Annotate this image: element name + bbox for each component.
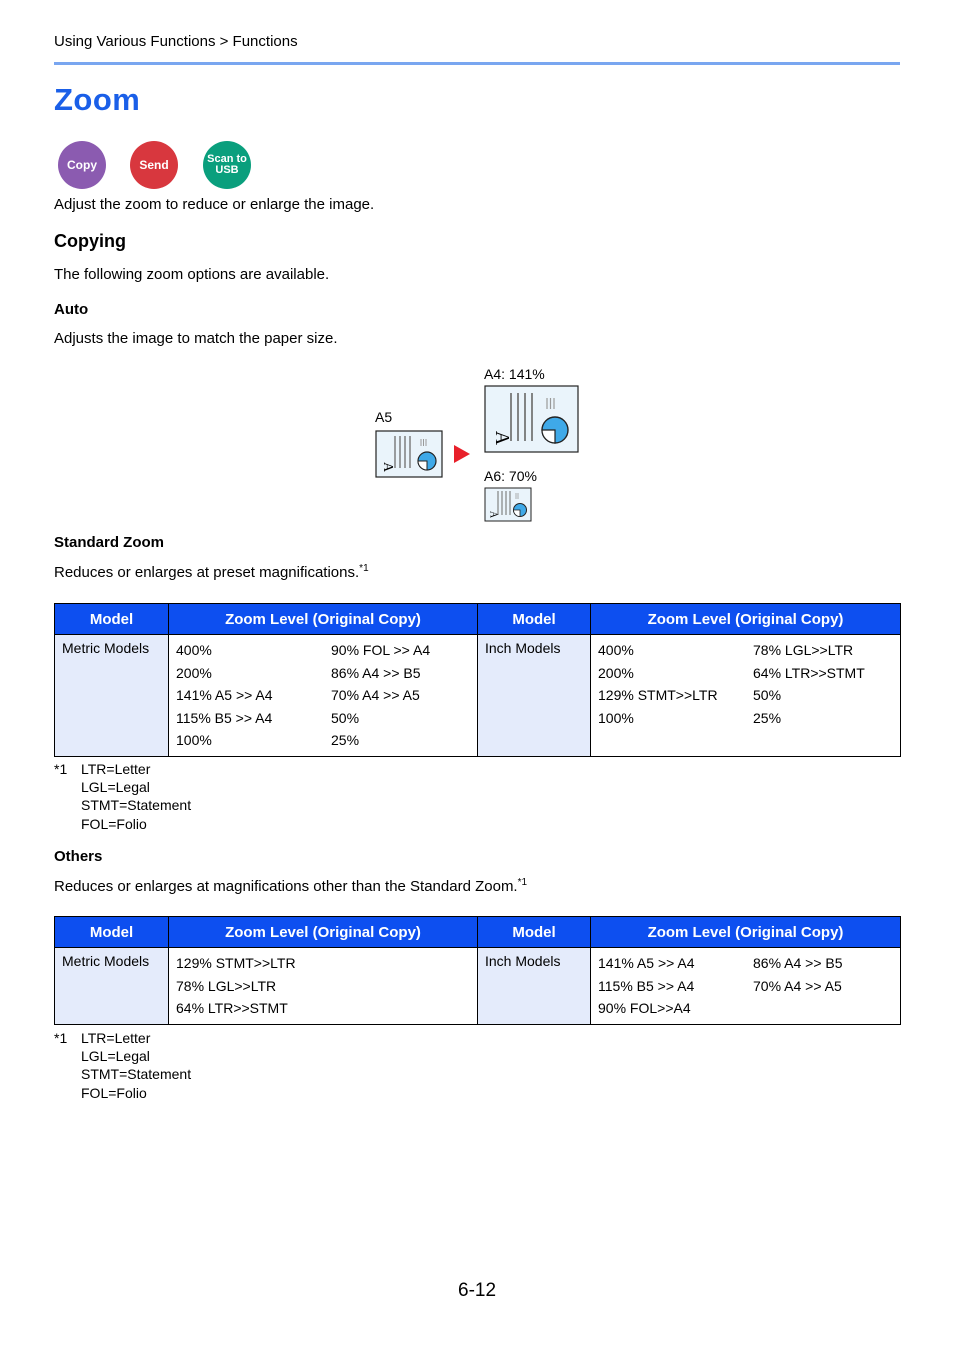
copy-function-icon (58, 141, 106, 189)
scan-to-usb-function-icon (203, 141, 251, 189)
metric-zoom-levels (169, 635, 478, 757)
standard-zoom-table (54, 603, 901, 757)
others-text (54, 877, 527, 895)
header-model: Model (478, 917, 591, 948)
header-model: Model (478, 604, 591, 635)
source-paper-letter: A (380, 461, 395, 473)
footnote-line: STMT=Statement (81, 1066, 192, 1083)
zoom-option: 25% (753, 709, 782, 726)
scan-badge-label-line1: Scan to (207, 153, 247, 165)
large-paper-letter: A (491, 430, 513, 446)
copying-text: The following zoom options are available. (54, 266, 330, 283)
scan-badge-label-line2: USB (215, 164, 239, 176)
standard-zoom-heading: Standard Zoom (54, 534, 165, 551)
footnote-line: LGL=Legal (81, 779, 150, 796)
zoom-option: 141% A5 >> A4 (176, 687, 273, 704)
send-badge-label: Send (139, 157, 169, 172)
footnote-line: LTR=Letter (81, 1030, 151, 1046)
footnote-mark: *1 (54, 1030, 68, 1046)
footnote (54, 1029, 191, 1102)
zoom-option: 129% STMT>>LTR (176, 955, 296, 971)
auto-heading: Auto (54, 301, 89, 318)
inch-zoom-levels (591, 948, 901, 1025)
others-heading: Others (54, 848, 103, 865)
zoom-option: 50% (753, 687, 782, 704)
standard-zoom-text (54, 563, 369, 581)
footnote-ref[interactable]: *1 (359, 563, 369, 574)
standard-zoom-text-body: Reduces or enlarges at preset magnifications. (54, 564, 360, 581)
page-title: Zoom (54, 82, 141, 117)
small-paper-icon (484, 487, 532, 522)
header-zoom-level: Zoom Level (Original Copy) (591, 604, 901, 635)
table-header-row (55, 604, 901, 635)
copying-heading: Copying (54, 231, 126, 251)
footnote-line: FOL=Folio (81, 1084, 147, 1101)
zoom-option: 400% (176, 642, 212, 658)
arrow-right-icon (452, 444, 472, 464)
page-number: 6-12 (458, 1280, 497, 1301)
small-paper-label: A6: 70% (484, 468, 537, 484)
zoom-option: 78% LGL>>LTR (753, 642, 854, 658)
source-paper-icon (375, 430, 443, 478)
footnote-line: STMT=Statement (81, 797, 192, 814)
header-zoom-level: Zoom Level (Original Copy) (169, 917, 478, 948)
zoom-option: 400% (598, 642, 634, 658)
zoom-option: 25% (331, 732, 360, 749)
footnote (54, 760, 191, 833)
zoom-option: 200% (176, 664, 212, 681)
zoom-option: 200% (598, 664, 634, 681)
table-row (55, 948, 901, 1025)
footnote-mark: *1 (54, 761, 68, 777)
header-zoom-level: Zoom Level (Original Copy) (591, 917, 901, 948)
footnote-ref[interactable]: *1 (517, 877, 528, 888)
others-text-body: Reduces or enlarges at magnifications other than the Standard Zoom. (54, 878, 518, 895)
metric-models-cell: Metric Models (55, 635, 169, 757)
footnote-line: LGL=Legal (81, 1048, 150, 1065)
zoom-option: 78% LGL>>LTR (176, 977, 277, 994)
source-paper-label: A5 (375, 409, 393, 425)
header-model: Model (55, 917, 169, 948)
metric-models-cell: Metric Models (55, 948, 169, 1025)
header-rule (54, 62, 900, 65)
breadcrumb[interactable]: Using Various Functions > Functions (54, 33, 298, 50)
zoom-option: 90% FOL>>A4 (598, 1000, 691, 1017)
zoom-option: 115% B5 >> A4 (176, 709, 273, 726)
footnote-line: FOL=Folio (81, 815, 147, 832)
zoom-option: 129% STMT>>LTR (598, 687, 718, 704)
intro-text: Adjust the zoom to reduce or enlarge the image. (54, 196, 375, 213)
zoom-option: 64% LTR>>STMT (753, 664, 865, 681)
inch-models-cell: Inch Models (478, 635, 591, 757)
table-row (55, 635, 901, 757)
auto-text: Adjusts the image to match the paper size. (54, 330, 338, 347)
small-paper-letter: A (487, 510, 499, 519)
header-model: Model (55, 604, 169, 635)
zoom-option: 86% A4 >> B5 (753, 955, 843, 971)
zoom-option: 86% A4 >> B5 (331, 664, 421, 681)
zoom-option: 70% A4 >> A5 (331, 687, 420, 704)
metric-zoom-levels (169, 948, 478, 1025)
zoom-option: 90% FOL >> A4 (331, 642, 431, 658)
large-paper-icon (484, 385, 579, 453)
copy-badge-label: Copy (67, 157, 97, 172)
zoom-option: 50% (331, 709, 360, 726)
send-function-icon (130, 141, 178, 189)
table-header-row (55, 917, 901, 948)
zoom-option: 141% A5 >> A4 (598, 955, 695, 971)
inch-models-cell: Inch Models (478, 948, 591, 1025)
zoom-option: 100% (598, 709, 634, 726)
footnote-line: LTR=Letter (81, 761, 151, 777)
inch-zoom-levels (591, 635, 901, 757)
zoom-option: 100% (176, 732, 212, 749)
large-paper-label: A4: 141% (484, 366, 545, 382)
header-zoom-level: Zoom Level (Original Copy) (169, 604, 478, 635)
zoom-option: 115% B5 >> A4 (598, 977, 695, 994)
others-zoom-table (54, 916, 901, 1025)
zoom-option: 64% LTR>>STMT (176, 1000, 288, 1017)
zoom-option: 70% A4 >> A5 (753, 977, 842, 994)
